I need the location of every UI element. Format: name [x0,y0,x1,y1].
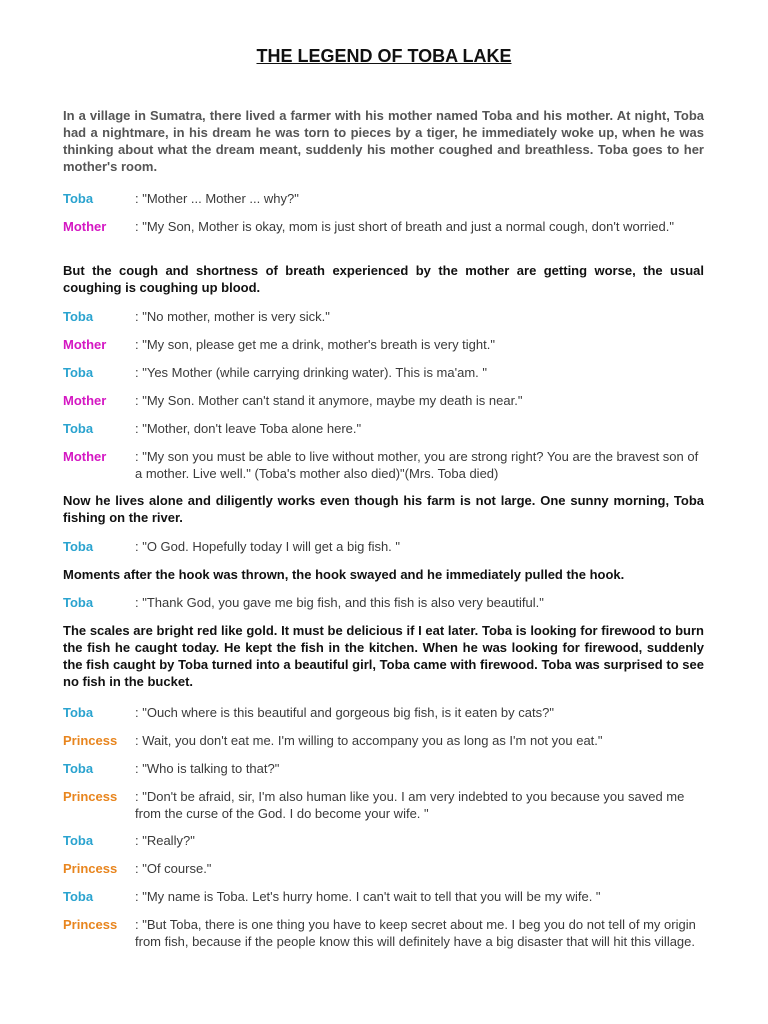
dialog-line [63,860,704,877]
speaker-mother: Mother [63,219,107,234]
dialog-line [63,888,704,905]
narration-paragraph: Now he lives alone and diligently works even though his farm is not large. One sunny morning, Toba fishing on the river. [63,493,704,525]
dialog-text: : "My Son. Mother can't stand it anymore, maybe my death is near." [135,393,523,408]
dialog-text: : "Mother ... Mother ... why?" [135,191,299,206]
dialog-text: : "My son you must be able to live without mother, you are strong right? You are the bravest son of a mother. Live well." (Toba's mother also died)"(Mrs. Toba died) [135,449,699,481]
dialog-text: : "My son, please get me a drink, mother's breath is very tight." [135,337,495,352]
speaker-toba: Toba [63,309,94,324]
speaker-toba: Toba [63,539,94,554]
speaker-mother: Mother [63,449,107,464]
dialog-text: : "My name is Toba. Let's hurry home. I can't wait to tell that you will be my wife. " [135,889,601,904]
speaker-toba: Toba [63,595,94,610]
narration-paragraph: Moments after the hook was thrown, the hook swayed and he immediately pulled the hook. [63,567,625,582]
speaker-toba: Toba [63,365,94,380]
dialog-line [63,788,704,822]
dialog-line [63,420,704,437]
narration-paragraph: But the cough and shortness of breath experienced by the mother are getting worse, the usual coughing is coughing up blood. [63,263,704,295]
speaker-toba: Toba [63,889,94,904]
dialog-text: : Wait, you don't eat me. I'm willing to accompany you as long as I'm not you eat." [135,733,603,748]
dialog-line [63,760,704,777]
dialog-line [63,594,704,611]
dialog-line [63,392,704,409]
speaker-toba: Toba [63,421,94,436]
dialog-line [63,704,704,721]
speaker-princess: Princess [63,917,118,932]
dialog-text: : "Ouch where is this beautiful and gorgeous big fish, is it eaten by cats?" [135,705,554,720]
dialog-line [63,190,704,207]
dialog-line [63,538,704,555]
dialog-text: : "Don't be afraid, sir, I'm also human like you. I am very indebted to you because you saved me from the curse of the God. I do become your wife. " [135,789,685,821]
dialog-text: : "O God. Hopefully today I will get a big fish. " [135,539,401,554]
speaker-princess: Princess [63,733,118,748]
dialog-line [63,218,704,235]
speaker-toba: Toba [63,705,94,720]
page-title: THE LEGEND OF TOBA LAKE [256,46,512,66]
speaker-mother: Mother [63,393,107,408]
dialog-line [63,832,704,849]
dialog-line [63,364,704,381]
dialog-text: : "Mother, don't leave Toba alone here." [135,421,362,436]
dialog-text: : "No mother, mother is very sick." [135,309,330,324]
dialog-text: : "Who is talking to that?" [135,761,280,776]
speaker-toba: Toba [63,191,94,206]
dialog-text: : "Really?" [135,833,195,848]
speaker-toba: Toba [63,761,94,776]
intro-paragraph: In a village in Sumatra, there lived a farmer with his mother named Toba and his mother. At night, Toba had a nightmare, in his dream he was torn to pieces by a tiger, he immediately woke up, when he was thinking about what the dream meant, suddenly his mother coughed and breathless. Toba goes to her mother's room. [63,108,704,174]
dialog-line [63,916,704,950]
dialog-line [63,308,704,325]
speaker-mother: Mother [63,337,107,352]
dialog-text: : "Thank God, you gave me big fish, and this fish is also very beautiful." [135,595,544,610]
dialog-text: : "But Toba, there is one thing you have to keep secret about me. I beg you do not tell of my origin from fish, because if the people know this will definitely have a big disaster that will hit this village. [135,917,696,949]
speaker-toba: Toba [63,833,94,848]
dialog-text: : "Of course." [135,861,212,876]
dialog-text: : "Yes Mother (while carrying drinking water). This is ma'am. " [135,365,487,380]
dialog-line [63,448,704,482]
dialog-line [63,732,704,749]
speaker-princess: Princess [63,861,118,876]
dialog-line [63,336,704,353]
speaker-princess: Princess [63,789,118,804]
narration-paragraph: The scales are bright red like gold. It must be delicious if I eat later. Toba is looking for firewood to burn the fish he caught today. He kept the fish in the kitchen. When he was looking for firewood, suddenly the fish caught by Toba turned into a beautiful girl, Toba came with firewood. Toba was surprised to see no fish in the bucket. [63,623,704,689]
dialog-text: : "My Son, Mother is okay, mom is just short of breath and just a normal cough, don't worried." [135,219,674,234]
